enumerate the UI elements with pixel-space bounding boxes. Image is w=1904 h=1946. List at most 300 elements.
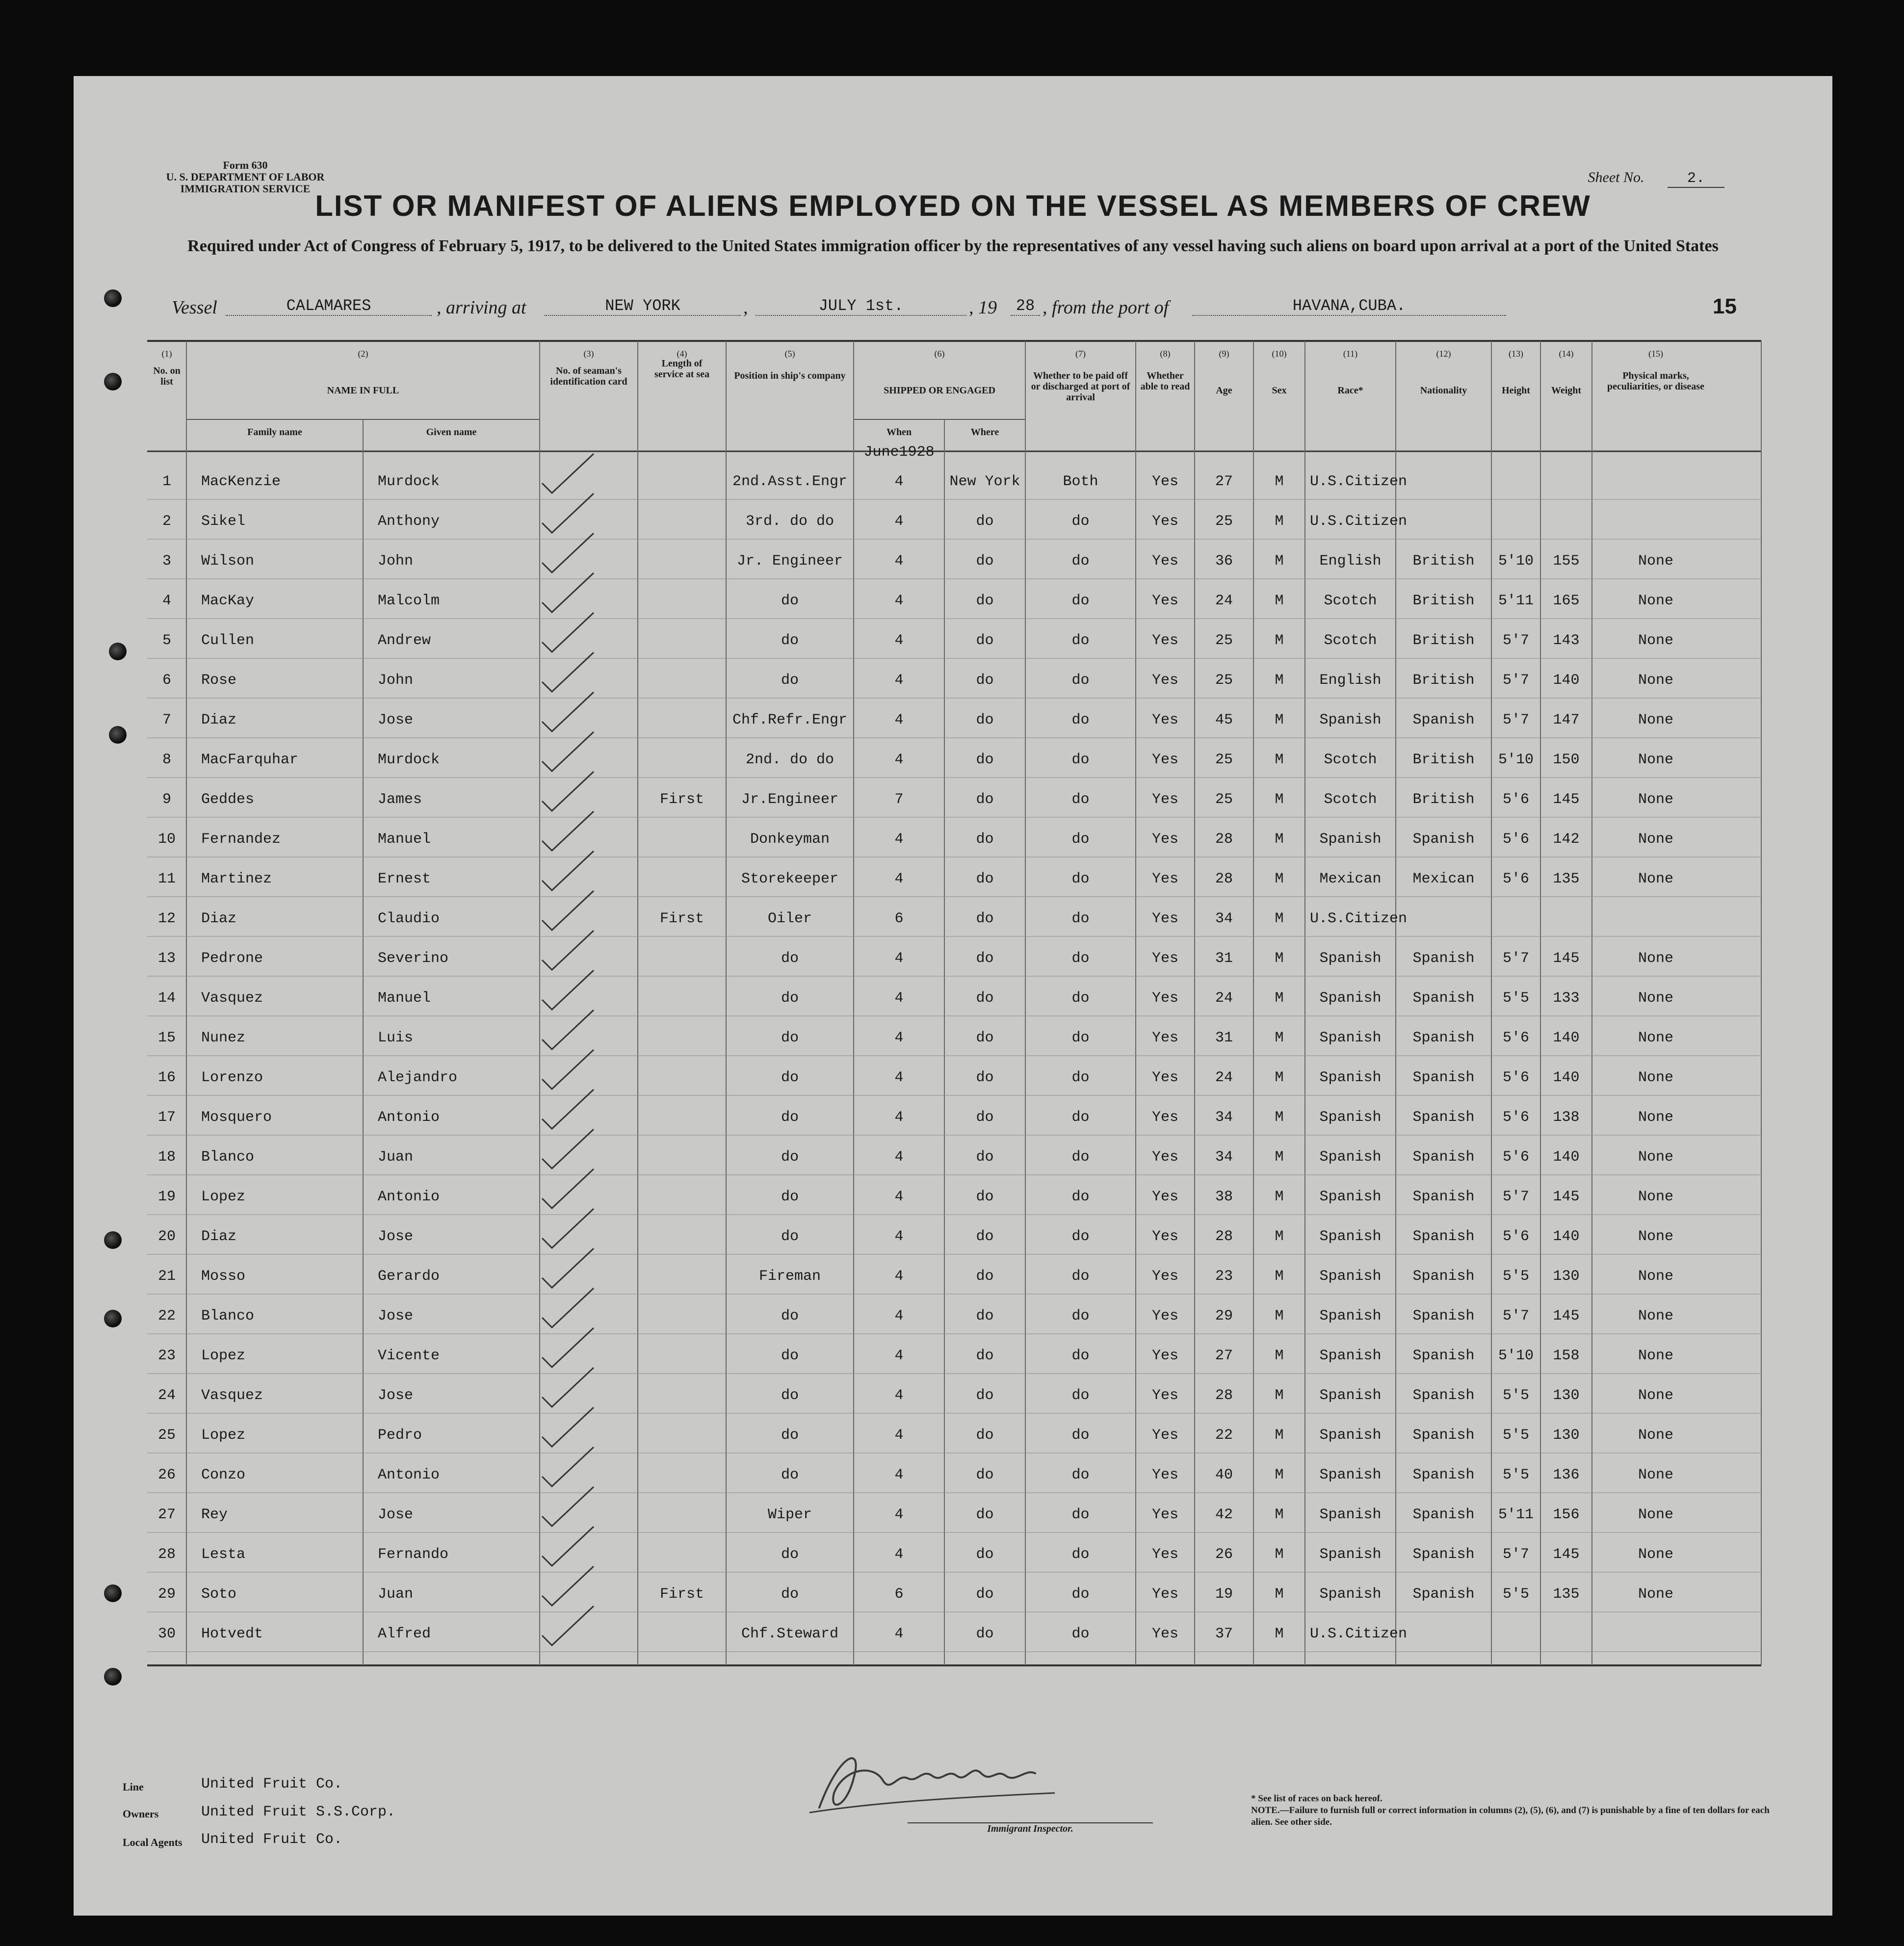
footnote bbox=[1251, 1793, 1781, 1828]
cell-marks: None bbox=[1638, 831, 1673, 848]
cell-paid: do bbox=[1071, 1268, 1090, 1285]
binder-hole bbox=[104, 1668, 122, 1686]
cell-read: Yes bbox=[1151, 1546, 1178, 1563]
cell-race: Spanish bbox=[1319, 1586, 1382, 1603]
cell-weight: 138 bbox=[1553, 1109, 1580, 1126]
cell-height: 5'6 bbox=[1502, 831, 1529, 848]
col-10-number: (10) bbox=[1272, 349, 1287, 359]
cell-position: Chf.Refr.Engr bbox=[732, 712, 848, 728]
cell-family: Lorenzo bbox=[201, 1069, 263, 1086]
cell-weight: 130 bbox=[1553, 1427, 1580, 1444]
cell-position: do bbox=[781, 1348, 799, 1364]
cell-where: do bbox=[976, 752, 994, 768]
cell-race: U.S.Citizen bbox=[1310, 1626, 1408, 1642]
cell-sex: M bbox=[1275, 752, 1284, 768]
footnote-penalty: NOTE.—Failure to furnish full or correct information in columns (2), (5), (6), and (7) is punishable by a fine of ten dollars for each alien. See other side. bbox=[1251, 1805, 1770, 1827]
cell-race: Spanish bbox=[1319, 1268, 1382, 1285]
cell-no: 22 bbox=[157, 1308, 176, 1324]
cell-read: Yes bbox=[1151, 831, 1178, 848]
cell-sex: M bbox=[1275, 1546, 1284, 1563]
cell-when: 4 bbox=[894, 553, 904, 570]
cell-where: do bbox=[976, 1149, 994, 1166]
cell-sex: M bbox=[1275, 791, 1284, 808]
cell-marks: None bbox=[1638, 712, 1673, 728]
cell-no: 17 bbox=[157, 1109, 176, 1126]
cell-position: do bbox=[781, 1189, 799, 1205]
cell-read: Yes bbox=[1151, 950, 1178, 967]
cell-no: 18 bbox=[157, 1149, 176, 1166]
cell-paid: do bbox=[1071, 1586, 1090, 1603]
cell-age: 40 bbox=[1215, 1467, 1233, 1483]
cell-weight: 147 bbox=[1553, 712, 1580, 728]
col-13-number: (13) bbox=[1509, 349, 1523, 359]
cell-nationality: British bbox=[1412, 553, 1475, 570]
cell-position: do bbox=[781, 632, 799, 649]
header-age: Age bbox=[1216, 385, 1232, 396]
header-able-to-read: Whether able to read bbox=[1140, 370, 1190, 392]
cell-weight: 150 bbox=[1553, 752, 1580, 768]
cell-where: do bbox=[976, 1069, 994, 1086]
cell-given: Alfred bbox=[378, 1626, 431, 1642]
cell-paid: do bbox=[1071, 672, 1090, 689]
cell-read: Yes bbox=[1151, 910, 1178, 927]
cell-weight: 142 bbox=[1553, 831, 1580, 848]
binder-hole bbox=[104, 1310, 122, 1327]
cell-read: Yes bbox=[1151, 1030, 1178, 1046]
cell-height: 5'10 bbox=[1498, 553, 1534, 570]
cell-position: Chf.Steward bbox=[741, 1626, 839, 1642]
cell-where: do bbox=[976, 871, 994, 887]
cell-read: Yes bbox=[1151, 672, 1178, 689]
cell-read: Yes bbox=[1151, 1189, 1178, 1205]
cell-race: Scotch bbox=[1324, 632, 1377, 649]
cell-race: Spanish bbox=[1319, 1546, 1382, 1563]
cell-paid: do bbox=[1071, 1348, 1090, 1364]
cell-given: Fernando bbox=[378, 1546, 449, 1563]
cell-age: 19 bbox=[1215, 1586, 1233, 1603]
header-sex: Sex bbox=[1272, 385, 1287, 396]
cell-read: Yes bbox=[1151, 1387, 1178, 1404]
cell-when: 4 bbox=[894, 950, 904, 967]
cell-race: Spanish bbox=[1319, 1149, 1382, 1166]
cell-race: Scotch bbox=[1324, 791, 1377, 808]
cell-sex: M bbox=[1275, 831, 1284, 848]
cell-read: Yes bbox=[1151, 1427, 1178, 1444]
cell-height: 5'7 bbox=[1502, 672, 1529, 689]
cell-position: do bbox=[781, 1467, 799, 1483]
cell-position: 2nd. do do bbox=[745, 752, 835, 768]
binder-hole bbox=[104, 1584, 122, 1602]
from-port: HAVANA,CUBA. bbox=[1192, 297, 1506, 316]
cell-age: 34 bbox=[1215, 910, 1233, 927]
cell-no: 8 bbox=[162, 752, 171, 768]
cell-nationality: Spanish bbox=[1412, 950, 1475, 967]
cell-position: do bbox=[781, 1387, 799, 1404]
cell-no: 24 bbox=[157, 1387, 176, 1404]
cell-when: 6 bbox=[894, 1586, 904, 1603]
cell-sex: M bbox=[1275, 1308, 1284, 1324]
cell-age: 28 bbox=[1215, 1387, 1233, 1404]
cell-no: 9 bbox=[162, 791, 171, 808]
cell-read: Yes bbox=[1151, 1626, 1178, 1642]
cell-weight: 143 bbox=[1553, 632, 1580, 649]
cell-given: Antonio bbox=[378, 1109, 440, 1126]
cell-age: 37 bbox=[1215, 1626, 1233, 1642]
cell-age: 27 bbox=[1215, 1348, 1233, 1364]
cell-race: Spanish bbox=[1319, 1506, 1382, 1523]
cell-age: 36 bbox=[1215, 553, 1233, 570]
col-8-number: (8) bbox=[1160, 349, 1171, 359]
header-physical-marks: Physical marks, peculiarities, or disease bbox=[1607, 370, 1704, 392]
inspector-label: Immigrant Inspector. bbox=[908, 1822, 1153, 1835]
form-number: Form 630 bbox=[223, 159, 268, 171]
cell-sex: M bbox=[1275, 871, 1284, 887]
cell-family: Lopez bbox=[201, 1348, 246, 1364]
cell-race: Scotch bbox=[1324, 752, 1377, 768]
cell-age: 24 bbox=[1215, 990, 1233, 1007]
col-3-number: (3) bbox=[583, 349, 594, 359]
cell-no: 14 bbox=[157, 990, 176, 1007]
cell-nationality: British bbox=[1412, 593, 1475, 609]
arriving-label: , arriving at bbox=[437, 297, 526, 318]
cell-position: do bbox=[781, 672, 799, 689]
cell-position: do bbox=[781, 1546, 799, 1563]
cell-read: Yes bbox=[1151, 473, 1178, 490]
cell-when: 4 bbox=[894, 712, 904, 728]
cell-no: 26 bbox=[157, 1467, 176, 1483]
footnote-races: * See list of races on back hereof. bbox=[1251, 1793, 1382, 1804]
cell-paid: do bbox=[1071, 1546, 1090, 1563]
cell-given: Antonio bbox=[378, 1189, 440, 1205]
cell-when: 4 bbox=[894, 473, 904, 490]
cell-height: 5'6 bbox=[1502, 1030, 1529, 1046]
header-given-name: Given name bbox=[426, 427, 477, 438]
cell-marks: None bbox=[1638, 752, 1673, 768]
cell-weight: 130 bbox=[1553, 1268, 1580, 1285]
cell-when: 4 bbox=[894, 513, 904, 530]
cell-race: Spanish bbox=[1319, 1348, 1382, 1364]
cell-race: Spanish bbox=[1319, 1030, 1382, 1046]
cell-marks: None bbox=[1638, 1228, 1673, 1245]
cell-nationality: Spanish bbox=[1412, 1586, 1475, 1603]
cell-age: 34 bbox=[1215, 1149, 1233, 1166]
cell-when: 4 bbox=[894, 1030, 904, 1046]
cell-where: do bbox=[976, 513, 994, 530]
cell-paid: do bbox=[1071, 1189, 1090, 1205]
cell-no: 4 bbox=[162, 593, 171, 609]
cell-nationality: Mexican bbox=[1412, 871, 1475, 887]
cell-marks: None bbox=[1638, 871, 1673, 887]
cell-paid: do bbox=[1071, 553, 1090, 570]
cell-sex: M bbox=[1275, 990, 1284, 1007]
header-paid-off: Whether to be paid off or discharged at port of arrival bbox=[1031, 370, 1130, 403]
cell-race: U.S.Citizen bbox=[1310, 910, 1408, 927]
cell-marks: None bbox=[1638, 990, 1673, 1007]
cell-marks: None bbox=[1638, 593, 1673, 609]
cell-paid: do bbox=[1071, 1109, 1090, 1126]
cell-given: Antonio bbox=[378, 1467, 440, 1483]
cell-weight: 133 bbox=[1553, 990, 1580, 1007]
cell-given: Alejandro bbox=[378, 1069, 458, 1086]
cell-nationality: Spanish bbox=[1412, 1467, 1475, 1483]
cell-when: 4 bbox=[894, 1387, 904, 1404]
cell-age: 28 bbox=[1215, 831, 1233, 848]
cell-where: do bbox=[976, 910, 994, 927]
cell-height: 5'7 bbox=[1502, 950, 1529, 967]
cell-paid: do bbox=[1071, 712, 1090, 728]
cell-nationality: Spanish bbox=[1412, 1427, 1475, 1444]
cell-age: 31 bbox=[1215, 950, 1233, 967]
cell-age: 28 bbox=[1215, 871, 1233, 887]
cell-family: Lopez bbox=[201, 1189, 246, 1205]
cell-no: 11 bbox=[157, 871, 176, 887]
cell-race: Spanish bbox=[1319, 712, 1382, 728]
col-5-number: (5) bbox=[784, 349, 795, 359]
cell-where: do bbox=[976, 1626, 994, 1642]
cell-sex: M bbox=[1275, 1228, 1284, 1245]
owners-label: Owners bbox=[123, 1808, 159, 1820]
cell-sex: M bbox=[1275, 672, 1284, 689]
cell-service: First bbox=[659, 1586, 704, 1603]
cell-given: Luis bbox=[378, 1030, 414, 1046]
cell-when: 4 bbox=[894, 672, 904, 689]
arrival-year: 28 bbox=[1011, 297, 1040, 316]
department-name: U. S. DEPARTMENT OF LABOR bbox=[166, 171, 325, 183]
line-label: Line bbox=[123, 1781, 144, 1793]
cell-family: Diaz bbox=[201, 910, 237, 927]
cell-height: 5'11 bbox=[1498, 1506, 1534, 1523]
cell-nationality: Spanish bbox=[1412, 990, 1475, 1007]
cell-paid: do bbox=[1071, 871, 1090, 887]
cell-marks: None bbox=[1638, 672, 1673, 689]
cell-marks: None bbox=[1638, 1109, 1673, 1126]
cell-race: Spanish bbox=[1319, 1228, 1382, 1245]
cell-race: English bbox=[1319, 553, 1382, 570]
cell-where: do bbox=[976, 632, 994, 649]
cell-position: Donkeyman bbox=[750, 831, 830, 848]
cell-paid: do bbox=[1071, 1308, 1090, 1324]
cell-age: 25 bbox=[1215, 791, 1233, 808]
cell-no: 2 bbox=[162, 513, 171, 530]
cell-no: 28 bbox=[157, 1546, 176, 1563]
cell-marks: None bbox=[1638, 1030, 1673, 1046]
cell-height: 5'10 bbox=[1498, 752, 1534, 768]
cell-where: do bbox=[976, 1308, 994, 1324]
cell-family: Pedrone bbox=[201, 950, 263, 967]
cell-height: 5'5 bbox=[1502, 990, 1529, 1007]
cell-sex: M bbox=[1275, 1069, 1284, 1086]
page-title: LIST OR MANIFEST OF ALIENS EMPLOYED ON THE VESSEL AS MEMBERS OF CREW bbox=[315, 189, 1591, 222]
cell-height: 5'6 bbox=[1502, 1149, 1529, 1166]
cell-weight: 145 bbox=[1553, 1189, 1580, 1205]
cell-family: MacFarquhar bbox=[201, 752, 299, 768]
cell-given: Andrew bbox=[378, 632, 431, 649]
cell-weight: 140 bbox=[1553, 1228, 1580, 1245]
cell-age: 29 bbox=[1215, 1308, 1233, 1324]
col-12-number: (12) bbox=[1436, 349, 1451, 359]
cell-read: Yes bbox=[1151, 593, 1178, 609]
cell-race: U.S.Citizen bbox=[1310, 513, 1408, 530]
cell-sex: M bbox=[1275, 950, 1284, 967]
cell-height: 5'11 bbox=[1498, 593, 1534, 609]
col-11-number: (11) bbox=[1343, 349, 1358, 359]
cell-when: 4 bbox=[894, 632, 904, 649]
header-when: When bbox=[886, 427, 912, 438]
cell-height: 5'6 bbox=[1502, 1069, 1529, 1086]
cell-position: do bbox=[781, 593, 799, 609]
cell-age: 25 bbox=[1215, 672, 1233, 689]
cell-paid: do bbox=[1071, 791, 1090, 808]
cell-marks: None bbox=[1638, 1268, 1673, 1285]
cell-nationality: Spanish bbox=[1412, 1149, 1475, 1166]
cell-sex: M bbox=[1275, 1427, 1284, 1444]
cell-weight: 135 bbox=[1553, 871, 1580, 887]
cell-race: Spanish bbox=[1319, 1189, 1382, 1205]
cell-paid: do bbox=[1071, 1069, 1090, 1086]
cell-when: 4 bbox=[894, 1308, 904, 1324]
cell-when: 4 bbox=[894, 1467, 904, 1483]
cell-age: 26 bbox=[1215, 1546, 1233, 1563]
col-1-number: (1) bbox=[161, 349, 172, 359]
cell-where: do bbox=[976, 553, 994, 570]
cell-read: Yes bbox=[1151, 1348, 1178, 1364]
cell-weight: 145 bbox=[1553, 1308, 1580, 1324]
cell-weight: 155 bbox=[1553, 553, 1580, 570]
cell-age: 38 bbox=[1215, 1189, 1233, 1205]
cell-weight: 130 bbox=[1553, 1387, 1580, 1404]
cell-no: 15 bbox=[157, 1030, 176, 1046]
cell-where: do bbox=[976, 990, 994, 1007]
cell-no: 30 bbox=[157, 1626, 176, 1642]
cell-marks: None bbox=[1638, 791, 1673, 808]
cell-when: 4 bbox=[894, 1149, 904, 1166]
cell-read: Yes bbox=[1151, 1069, 1178, 1086]
cell-no: 10 bbox=[157, 831, 176, 848]
cell-position: do bbox=[781, 1427, 799, 1444]
cell-no: 25 bbox=[157, 1427, 176, 1444]
service-name: IMMIGRATION SERVICE bbox=[180, 182, 311, 195]
cell-marks: None bbox=[1638, 1308, 1673, 1324]
cell-given: Pedro bbox=[378, 1427, 422, 1444]
cell-nationality: Spanish bbox=[1412, 712, 1475, 728]
cell-marks: None bbox=[1638, 1387, 1673, 1404]
cell-height: 5'5 bbox=[1502, 1467, 1529, 1483]
cell-read: Yes bbox=[1151, 513, 1178, 530]
col-7-number: (7) bbox=[1075, 349, 1086, 359]
cell-read: Yes bbox=[1151, 1268, 1178, 1285]
cell-position: do bbox=[781, 950, 799, 967]
cell-given: Jose bbox=[378, 1506, 414, 1523]
cell-paid: do bbox=[1071, 1387, 1090, 1404]
cell-age: 42 bbox=[1215, 1506, 1233, 1523]
cell-paid: do bbox=[1071, 593, 1090, 609]
cell-race: Spanish bbox=[1319, 1069, 1382, 1086]
cell-given: Jose bbox=[378, 1308, 414, 1324]
cell-weight: 156 bbox=[1553, 1506, 1580, 1523]
cell-no: 6 bbox=[162, 672, 171, 689]
cell-race: Mexican bbox=[1319, 871, 1382, 887]
cell-height: 5'7 bbox=[1502, 1546, 1529, 1563]
cell-sex: M bbox=[1275, 1189, 1284, 1205]
cell-weight: 135 bbox=[1553, 1586, 1580, 1603]
cell-marks: None bbox=[1638, 1348, 1673, 1364]
cell-nationality: Spanish bbox=[1412, 1228, 1475, 1245]
cell-where: do bbox=[976, 1348, 994, 1364]
cell-age: 28 bbox=[1215, 1228, 1233, 1245]
cell-position: Wiper bbox=[767, 1506, 812, 1523]
cell-weight: 136 bbox=[1553, 1467, 1580, 1483]
voyage-line: Vessel CALAMARES , arriving at NEW YORK , JULY 1st. , 19 28 , from the port of HAVANA,CUBA. bbox=[172, 297, 1778, 326]
cell-weight: 145 bbox=[1553, 1546, 1580, 1563]
cell-given: Manuel bbox=[378, 831, 431, 848]
cell-when: 4 bbox=[894, 1427, 904, 1444]
cell-position: do bbox=[781, 1228, 799, 1245]
page-stamp: 15 bbox=[1713, 294, 1737, 318]
cell-nationality: Spanish bbox=[1412, 1268, 1475, 1285]
cell-age: 23 bbox=[1215, 1268, 1233, 1285]
cell-when: 6 bbox=[894, 910, 904, 927]
cell-marks: None bbox=[1638, 1149, 1673, 1166]
cell-height: 5'6 bbox=[1502, 791, 1529, 808]
cell-given: John bbox=[378, 672, 414, 689]
col-14-number: (14) bbox=[1559, 349, 1574, 359]
cell-paid: do bbox=[1071, 632, 1090, 649]
sheet-label: Sheet No. bbox=[1588, 169, 1644, 185]
cell-age: 25 bbox=[1215, 513, 1233, 530]
cell-service: First bbox=[659, 791, 704, 808]
cell-position: Storekeeper bbox=[741, 871, 839, 887]
cell-where: New York bbox=[949, 473, 1020, 490]
cell-race: Spanish bbox=[1319, 1467, 1382, 1483]
cell-where: do bbox=[976, 1109, 994, 1126]
agents-value: United Fruit Co. bbox=[201, 1831, 343, 1848]
cell-given: John bbox=[378, 553, 414, 570]
cell-height: 5'6 bbox=[1502, 1109, 1529, 1126]
cell-sex: M bbox=[1275, 1626, 1284, 1642]
cell-sex: M bbox=[1275, 1348, 1284, 1364]
cell-weight: 140 bbox=[1553, 1030, 1580, 1046]
cell-given: Jose bbox=[378, 1387, 414, 1404]
cell-given: Murdock bbox=[378, 473, 440, 490]
cell-when: 4 bbox=[894, 1348, 904, 1364]
cell-sex: M bbox=[1275, 1268, 1284, 1285]
cell-position: Jr. Engineer bbox=[736, 553, 843, 570]
cell-given: Vicente bbox=[378, 1348, 440, 1364]
cell-paid: Both bbox=[1063, 473, 1098, 490]
cell-where: do bbox=[976, 1506, 994, 1523]
cell-marks: None bbox=[1638, 553, 1673, 570]
cell-marks: None bbox=[1638, 950, 1673, 967]
cell-no: 23 bbox=[157, 1348, 176, 1364]
cell-given: Claudio bbox=[378, 910, 440, 927]
cell-read: Yes bbox=[1151, 990, 1178, 1007]
col-2-number: (2) bbox=[358, 349, 368, 359]
cell-sex: M bbox=[1275, 1109, 1284, 1126]
cell-family: Mosso bbox=[201, 1268, 246, 1285]
cell-paid: do bbox=[1071, 513, 1090, 530]
cell-family: Nunez bbox=[201, 1030, 246, 1046]
from-label: , from the port of bbox=[1043, 297, 1169, 318]
year-prefix: , 19 bbox=[969, 297, 997, 318]
cell-marks: None bbox=[1638, 1189, 1673, 1205]
cell-weight: 158 bbox=[1553, 1348, 1580, 1364]
cell-height: 5'7 bbox=[1502, 1308, 1529, 1324]
cell-age: 24 bbox=[1215, 1069, 1233, 1086]
cell-paid: do bbox=[1071, 1427, 1090, 1444]
cell-read: Yes bbox=[1151, 712, 1178, 728]
cell-where: do bbox=[976, 1387, 994, 1404]
binder-hole bbox=[104, 373, 122, 390]
